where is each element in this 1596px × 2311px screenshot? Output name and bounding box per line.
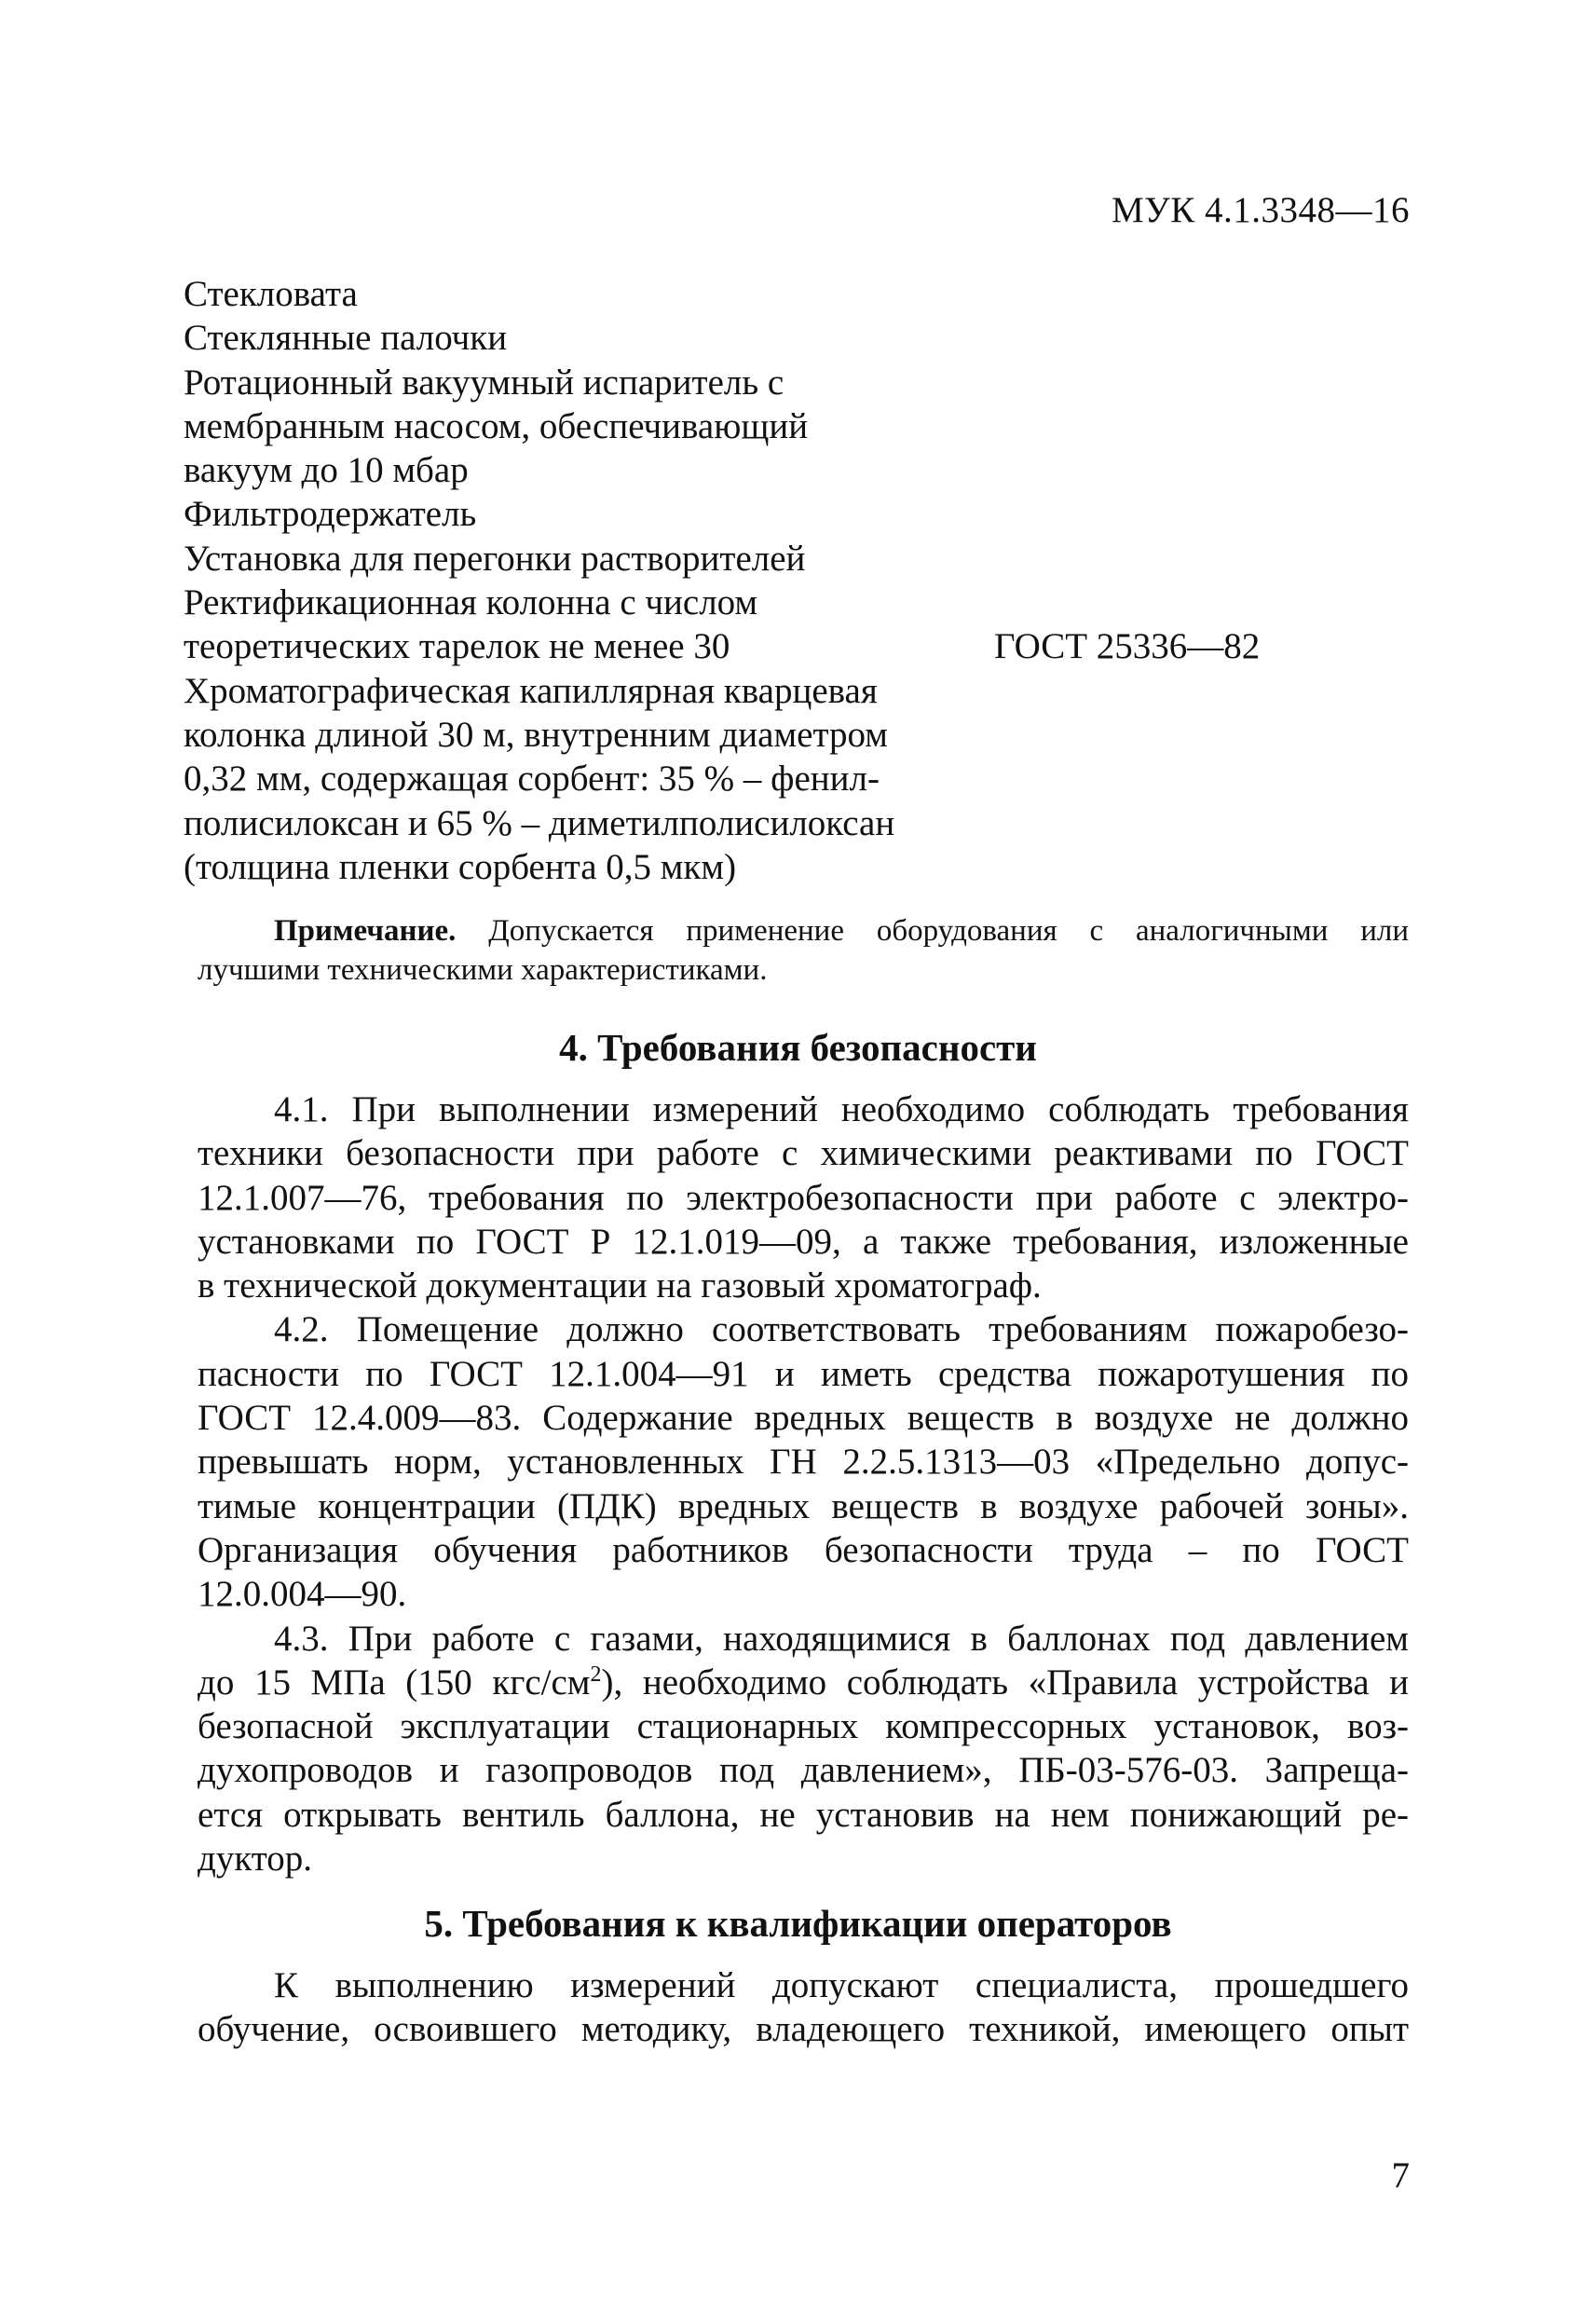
- note-text: Допускается применение оборудования с аналогичными или: [488, 914, 1410, 948]
- equipment-row: [184, 845, 1395, 889]
- text-line: установками по ГОСТ Р 12.1.019—09, а также требования, изложенные: [198, 1221, 1409, 1262]
- equipment-name: полисилоксан и 65 % – диметилполисилоксан: [184, 802, 895, 843]
- text-line: ГОСТ 12.4.009—83. Содержание вредных веществ в воздухе не должно: [198, 1398, 1409, 1439]
- equipment-row: [184, 492, 1395, 536]
- equipment-row: [184, 316, 1395, 360]
- text-line: 4.2. Помещение должно соответствовать требованиям пожаробезо-: [274, 1309, 1409, 1350]
- equipment-name: мембранным насосом, обеспечивающий: [184, 405, 809, 446]
- equipment-row: [184, 669, 1395, 713]
- text-line: тимые концентрации (ПДК) вредных веществ в воздухе рабочей зоны».: [198, 1485, 1409, 1526]
- note-line: лучшими техническими характеристиками.: [198, 953, 768, 987]
- text-line: превышать норм, установленных ГН 2.2.5.1313—03 «Предельно допус-: [198, 1442, 1409, 1483]
- equipment-name: Стекловата: [184, 274, 358, 314]
- section-5-body: [198, 1963, 1409, 2052]
- text-line: 12.0.004—90.: [198, 1574, 407, 1615]
- equipment-row: [184, 272, 1395, 316]
- header-document-code: МУК 4.1.3348—16: [1111, 190, 1410, 230]
- text-line: дуктор.: [198, 1839, 313, 1880]
- paragraph-4-2: [198, 1307, 1409, 1616]
- text-line: техники безопасности при работе с химическими реактивами по ГОСТ: [198, 1133, 1409, 1174]
- text-line: 4.1. При выполнении измерений необходимо соблюдать требования: [274, 1089, 1409, 1129]
- equipment-name: Стеклянные палочки: [184, 318, 508, 359]
- equipment-row: [184, 801, 1395, 845]
- superscript: 2: [590, 1661, 602, 1687]
- equipment-list: [184, 272, 1395, 889]
- text-line: обучение, освоившего методику, владеющего техникой, имеющего опыт: [198, 2009, 1409, 2050]
- text-line: [198, 1661, 1409, 1704]
- note: [198, 911, 1409, 990]
- section-4-heading: 4. Требования безопасности: [559, 1026, 1037, 1069]
- equipment-name: колонка длиной 30 м, внутренним диаметром: [184, 714, 888, 755]
- equipment-name: (толщина пленки сорбента 0,5 мкм): [184, 846, 737, 887]
- note-line: [198, 911, 1409, 950]
- text-line: ется открывать вентиль баллона, не установив на нем понижающий ре-: [198, 1794, 1409, 1835]
- text-line: 12.1.007—76, требования по электробезопасности при работе с электро-: [198, 1177, 1409, 1218]
- text-line: в технической документации на газовый хроматограф.: [198, 1265, 1042, 1306]
- equipment-row: [184, 361, 1395, 404]
- equipment-name: вакуум до 10 мбар: [184, 450, 469, 491]
- equipment-row: [184, 537, 1395, 581]
- equipment-row: [184, 713, 1395, 757]
- equipment-name: Хроматографическая капиллярная кварцевая: [184, 670, 878, 711]
- section-5-heading: 5. Требования к квалификации операторов: [424, 1902, 1172, 1945]
- equipment-name: 0,32 мм, содержащая сорбент: 35 % – фенил-: [184, 759, 880, 800]
- equipment-name: теоретических тарелок не менее 30: [184, 626, 730, 667]
- note-label: Примечание.: [274, 914, 457, 948]
- equipment-row: [184, 404, 1395, 448]
- text-fragment: ), необходимо соблюдать «Правила устройства и: [601, 1661, 1409, 1702]
- equipment-row: [184, 448, 1395, 492]
- equipment-name: Установка для перегонки растворителей: [184, 538, 806, 579]
- equipment-name: Ротационный вакуумный испаритель с: [184, 362, 784, 403]
- text-line: Организация обучения работников безопасности труда – по ГОСТ: [198, 1529, 1409, 1570]
- text-fragment: до 15 МПа (150 кгс/см: [198, 1661, 591, 1702]
- equipment-name: Фильтродержатель: [184, 494, 477, 535]
- equipment-standard: ГОСТ 25336—82: [994, 626, 1261, 667]
- paragraph-4-3: [198, 1617, 1409, 1881]
- text-line: безопасной эксплуатации стационарных компрессорных установок, воз-: [198, 1706, 1409, 1747]
- text-line: 4.3. При работе с газами, находящимися в баллонах под давлением: [274, 1618, 1409, 1659]
- equipment-row: [184, 757, 1395, 800]
- paragraph-5-1: [198, 1963, 1409, 2052]
- text-line: пасности по ГОСТ 12.1.004—91 и иметь средства пожаротушения по: [198, 1353, 1409, 1394]
- equipment-row: [184, 581, 1395, 624]
- section-4-body: [198, 1087, 1409, 1880]
- equipment-row: [184, 624, 1395, 668]
- page-number: 7: [1391, 2155, 1410, 2195]
- paragraph-4-1: [198, 1087, 1409, 1307]
- equipment-name: Ректификационная колонна с числом: [184, 582, 758, 623]
- text-line: К выполнению измерений допускают специалиста, прошедшего: [274, 1965, 1409, 2005]
- text-line: духопроводов и газопроводов под давлением», ПБ-03-576-03. Запреща-: [198, 1750, 1409, 1791]
